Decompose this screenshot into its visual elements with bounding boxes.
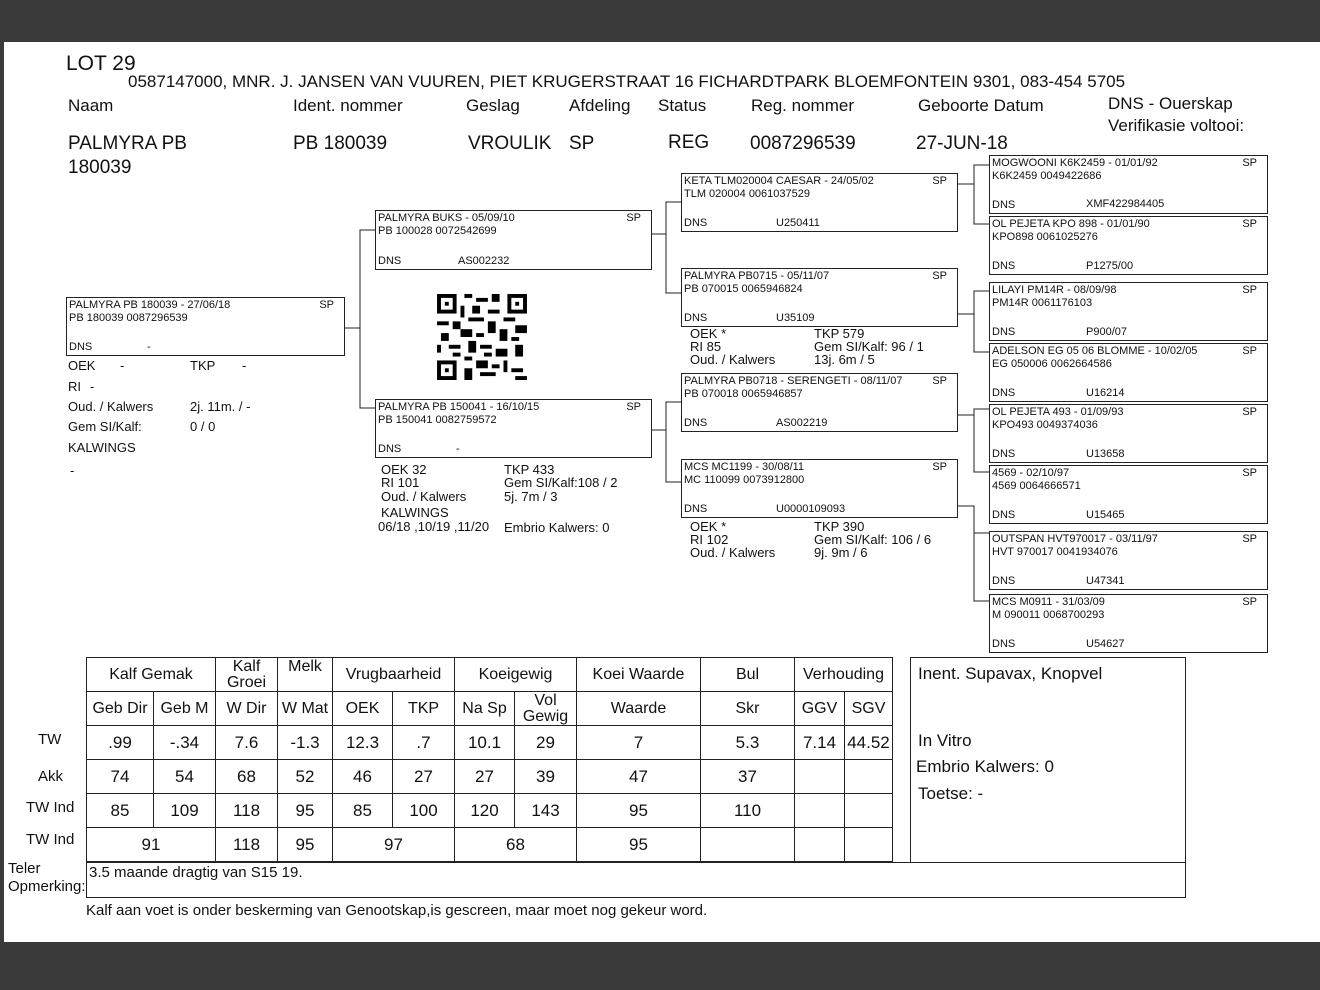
ggp-sp: SP xyxy=(1242,467,1257,479)
table-row-akk xyxy=(87,760,893,794)
gp-ident: PB 070018 0065946857 xyxy=(684,388,803,400)
value-geboorte: 27-JUN-18 xyxy=(916,133,1008,154)
sire-ident: PB 100028 0072542699 xyxy=(378,225,497,237)
ggp-title: MOGWOONI K6K2459 - 01/01/92 xyxy=(992,157,1158,169)
gp1-oek: OEK * xyxy=(690,326,727,341)
label-reg: Reg. nommer xyxy=(751,96,854,115)
label-status: Status xyxy=(658,96,707,115)
lot-number: LOT 29 xyxy=(66,52,136,75)
gp1-ri: RI 85 xyxy=(690,339,722,354)
ggp-title: 4569 - 02/10/97 xyxy=(992,467,1070,479)
ggp-ident: PM14R 0061176103 xyxy=(992,297,1093,309)
table-cell: 74 xyxy=(87,760,154,794)
gp1-tkp: TKP 579 xyxy=(814,326,865,341)
table-cell: 44.52 xyxy=(845,726,893,760)
gp-dns: DNS xyxy=(684,503,708,515)
dam-dns: DNS xyxy=(378,443,402,455)
gp-dns-value: AS002219 xyxy=(776,417,828,429)
table-cell: 110 xyxy=(701,794,795,828)
group-kalf-groei: Kalf Groei xyxy=(216,658,278,692)
table-cell: 29 xyxy=(515,726,577,760)
gp3-oek: OEK * xyxy=(690,519,727,534)
table-cell: 100 xyxy=(393,794,455,828)
sub-header-row xyxy=(87,692,893,726)
table-cell: .99 xyxy=(87,726,154,760)
ggp-title: OUTSPAN HVT970017 - 03/11/97 xyxy=(992,533,1158,545)
ggp-dns-value: U16214 xyxy=(1086,387,1125,399)
row-label-tw-ind: TW Ind xyxy=(26,799,75,816)
animal-ri-label: RI xyxy=(68,379,81,394)
ggp-sp: SP xyxy=(1242,345,1257,357)
table-cell: 10.1 xyxy=(455,726,515,760)
sub-header-cell: Skr xyxy=(701,692,795,726)
ggp-ident: M 090011 0068700293 xyxy=(992,609,1105,621)
owner-line: 0587147000, MNR. J. JANSEN VAN VUUREN, PIET KRUGERSTRAAT 16 FICHARDTPARK BLOEMFONTEIN 9301, 083-454 5705 xyxy=(128,72,1126,91)
gp-title: KETA TLM020004 CAESAR - 24/05/02 xyxy=(684,175,874,187)
sub-header-cell: SGV xyxy=(845,692,893,726)
gp3-ri: RI 102 xyxy=(690,532,729,547)
table-cell: 95 xyxy=(577,794,701,828)
sub-header-cell: Waarde xyxy=(577,692,701,726)
dam-embrio: Embrio Kalwers: 0 xyxy=(504,520,610,535)
ggp-title: OL PEJETA KPO 898 - 01/01/90 xyxy=(992,218,1150,230)
great-grandparent-box xyxy=(989,594,1268,653)
gp-sp: SP xyxy=(932,175,947,187)
ggp-dns-value: P900/07 xyxy=(1086,326,1127,338)
ggp-title: ADELSON EG 05 06 BLOMME - 10/02/05 xyxy=(992,345,1198,357)
table-cell: 7.6 xyxy=(216,726,278,760)
animal-gem-label: Gem SI/Kalf: xyxy=(68,419,142,434)
group-kalf-gemak: Kalf Gemak xyxy=(87,658,216,692)
label-dns-ouerskap: DNS - Ouerskap xyxy=(1108,94,1233,113)
ggp-dns-value: U47341 xyxy=(1086,575,1125,587)
ggp-dns: DNS xyxy=(992,260,1016,272)
ggp-ident: KPO898 0061025276 xyxy=(992,231,1098,243)
group-header-row xyxy=(87,658,893,692)
sub-header-cell: W Dir xyxy=(216,692,278,726)
ggp-dns: DNS xyxy=(992,387,1016,399)
gp-sp: SP xyxy=(932,461,947,473)
ggp-sp: SP xyxy=(1242,218,1257,230)
table-cell: 85 xyxy=(87,794,154,828)
animal-kalwings-label: KALWINGS xyxy=(68,440,136,455)
group-melk: Melk xyxy=(278,658,333,692)
label-afdeling: Afdeling xyxy=(569,96,631,115)
dam-oud: 5j. 7m / 3 xyxy=(504,489,558,504)
sub-header-cell: Geb M xyxy=(154,692,216,726)
table-row-tw-ind-combined xyxy=(87,828,893,862)
sub-header-cell: Geb Dir xyxy=(87,692,154,726)
animal-gem: 0 / 0 xyxy=(190,419,216,434)
table-cell xyxy=(795,828,845,862)
grandparent-box xyxy=(681,459,958,518)
dam-dns-value: - xyxy=(456,443,460,455)
ggp-sp: SP xyxy=(1242,533,1257,545)
group-vrugbaarheid: Vrugbaarheid xyxy=(333,658,455,692)
table-cell: 7 xyxy=(577,726,701,760)
ggp-sp: SP xyxy=(1242,596,1257,608)
group-koei-waarde: Koei Waarde xyxy=(577,658,701,692)
ggp-dns: DNS xyxy=(992,448,1016,460)
gp-ident: PB 070015 0065946824 xyxy=(684,283,803,295)
table-cell: -.34 xyxy=(154,726,216,760)
table-cell: 27 xyxy=(393,760,455,794)
table-cell: 118 xyxy=(216,828,278,862)
table-cell: .7 xyxy=(393,726,455,760)
table-cell: 143 xyxy=(515,794,577,828)
great-grandparent-box xyxy=(989,465,1268,524)
row-label-tw-ind-2: TW Ind xyxy=(26,831,75,848)
label-ident: Ident. nommer xyxy=(293,96,403,115)
sub-header-cell: OEK xyxy=(333,692,393,726)
great-grandparent-box xyxy=(989,404,1268,463)
gp-dns-value: U0000109093 xyxy=(776,503,846,515)
ggp-sp: SP xyxy=(1242,406,1257,418)
sire-title: PALMYRA BUKS - 05/09/10 xyxy=(378,212,515,224)
label-geslag: Geslag xyxy=(466,96,520,115)
dam-kalwings: 06/18 ,10/19 ,11/20 xyxy=(378,519,490,534)
animal-ri: - xyxy=(90,379,95,394)
great-grandparent-box xyxy=(989,282,1268,341)
sire-dns-value: AS002232 xyxy=(458,255,510,267)
great-grandparent-box xyxy=(989,343,1268,402)
gp-ident: MC 110099 0073912800 xyxy=(684,474,805,486)
row-label-tw: TW xyxy=(38,731,62,748)
table-cell: 95 xyxy=(278,828,333,862)
table-cell: 46 xyxy=(333,760,393,794)
ggp-sp: SP xyxy=(1242,157,1257,169)
table-cell: 68 xyxy=(455,828,577,862)
ggp-dns: DNS xyxy=(992,509,1016,521)
group-koeigewig: Koeigewig xyxy=(455,658,577,692)
table-row-tw-ind xyxy=(87,794,893,828)
in-vitro-text: In Vitro xyxy=(918,731,972,750)
row-label-akk: Akk xyxy=(38,768,64,785)
ggp-ident: HVT 970017 0041934076 xyxy=(992,546,1118,558)
embrio-kalwers-text: Embrio Kalwers: 0 xyxy=(916,757,1054,776)
animal-box xyxy=(66,297,345,356)
table-cell: 47 xyxy=(577,760,701,794)
table-cell: -1.3 xyxy=(278,726,333,760)
qr-code-icon xyxy=(436,294,528,380)
table-cell: 109 xyxy=(154,794,216,828)
table-cell: 85 xyxy=(333,794,393,828)
sire-sp: SP xyxy=(626,212,641,224)
gp-title: PALMYRA PB0715 - 05/11/07 xyxy=(684,270,830,282)
value-geslag: VROULIK xyxy=(468,133,552,154)
remark-box xyxy=(86,862,1186,898)
gp-title: MCS MC1199 - 30/08/11 xyxy=(684,461,805,473)
remark-label-teler: Teler xyxy=(8,860,41,877)
value-status: REG xyxy=(668,132,710,153)
grandparent-box xyxy=(681,373,958,432)
ggp-dns: DNS xyxy=(992,326,1016,338)
ggp-dns-value: U13658 xyxy=(1086,448,1125,460)
great-grandparent-box xyxy=(989,216,1268,275)
gp3-gem: Gem SI/Kalf: 106 / 6 xyxy=(814,532,932,547)
animal-tkp-label: TKP xyxy=(190,358,216,373)
table-cell: 118 xyxy=(216,794,278,828)
label-geboorte: Geboorte Datum xyxy=(918,96,1044,115)
dam-title: PALMYRA PB 150041 - 16/10/15 xyxy=(378,401,540,413)
sub-header-cell: Na Sp xyxy=(455,692,515,726)
gp-dns-value: U250411 xyxy=(776,217,820,229)
gp-dns: DNS xyxy=(684,312,708,324)
ggp-dns: DNS xyxy=(992,638,1016,650)
value-naam-1: PALMYRA PB xyxy=(68,133,187,154)
gp-sp: SP xyxy=(932,270,947,282)
table-cell: 27 xyxy=(455,760,515,794)
table-cell: 54 xyxy=(154,760,216,794)
table-cell: 7.14 xyxy=(795,726,845,760)
gp3-oud: 9j. 9m / 6 xyxy=(814,545,868,560)
table-cell: 5.3 xyxy=(701,726,795,760)
inent-text: Inent. Supavax, Knopvel xyxy=(918,664,1103,683)
label-dns-verifikasie: Verifikasie voltooi: xyxy=(1108,116,1245,135)
group-verhouding: Verhouding xyxy=(795,658,893,692)
table-cell xyxy=(701,828,795,862)
animal-box-sp: SP xyxy=(319,299,334,311)
ggp-ident: KPO493 0049374036 xyxy=(992,419,1098,431)
pedigree-sheet xyxy=(4,42,1320,942)
sire-dns: DNS xyxy=(378,255,402,267)
gp-sp: SP xyxy=(932,375,947,387)
table-cell: 37 xyxy=(701,760,795,794)
animal-tkp: - xyxy=(242,358,247,373)
gp-dns: DNS xyxy=(684,417,708,429)
great-grandparent-box xyxy=(989,155,1268,214)
animal-box-title: PALMYRA PB 180039 - 27/06/18 xyxy=(69,299,231,311)
table-cell: 95 xyxy=(577,828,701,862)
dam-sp: SP xyxy=(626,401,641,413)
group-bul: Bul xyxy=(701,658,795,692)
value-naam-2: 180039 xyxy=(68,157,132,178)
table-cell: 12.3 xyxy=(333,726,393,760)
great-grandparent-box xyxy=(989,531,1268,590)
remark-text: 3.5 maande dragtig van S15 19. xyxy=(89,864,303,881)
dam-oud-label: Oud. / Kalwers xyxy=(381,489,467,504)
value-afdeling: SP xyxy=(569,133,595,154)
gp1-oud-label: Oud. / Kalwers xyxy=(690,352,776,367)
toetse-text: Toetse: - xyxy=(918,784,984,803)
dam-ident: PB 150041 0082759572 xyxy=(378,414,497,426)
gp-dns: DNS xyxy=(684,217,708,229)
ggp-dns: DNS xyxy=(992,575,1016,587)
ggp-dns: DNS xyxy=(992,199,1016,211)
animal-oud-label: Oud. / Kalwers xyxy=(68,399,154,414)
table-cell: 95 xyxy=(278,794,333,828)
table-cell: 68 xyxy=(216,760,278,794)
gp1-oud: 13j. 6m / 5 xyxy=(814,352,875,367)
dam-gem: Gem SI/Kalf:108 / 2 xyxy=(504,475,618,490)
ggp-dns-value: U15465 xyxy=(1086,509,1125,521)
table-cell: 120 xyxy=(455,794,515,828)
value-reg: 0087296539 xyxy=(750,133,856,154)
table-cell: 97 xyxy=(333,828,455,862)
animal-box-dns: DNS xyxy=(69,341,93,353)
table-cell: 39 xyxy=(515,760,577,794)
animal-box-ident: PB 180039 0087296539 xyxy=(69,312,188,324)
remark-label-opmerking: Opmerking: xyxy=(8,878,86,895)
gp-ident: TLM 020004 0061037529 xyxy=(684,188,810,200)
sub-header-cell: W Mat xyxy=(278,692,333,726)
animal-oek-label: OEK xyxy=(68,358,96,373)
ggp-title: OL PEJETA 493 - 01/09/93 xyxy=(992,406,1124,418)
gp3-tkp: TKP 390 xyxy=(814,519,865,534)
footer-note: Kalf aan voet is onder beskerming van Genootskap,is gescreen, maar moet nog gekeur word. xyxy=(86,902,708,919)
table-cell xyxy=(845,794,893,828)
table-cell xyxy=(845,828,893,862)
sub-header-cell: GGV xyxy=(795,692,845,726)
sire-box xyxy=(375,210,652,270)
value-ident: PB 180039 xyxy=(293,133,388,154)
table-cell: 52 xyxy=(278,760,333,794)
dam-tkp: TKP 433 xyxy=(504,462,555,477)
sub-header-cell: TKP xyxy=(393,692,455,726)
ggp-sp: SP xyxy=(1242,284,1257,296)
ggp-dns-value: XMF422984405 xyxy=(1086,198,1165,210)
dam-oek: OEK 32 xyxy=(381,462,427,477)
dam-ri: RI 101 xyxy=(381,475,420,490)
label-naam: Naam xyxy=(68,96,114,115)
ggp-ident: EG 050006 0062664586 xyxy=(992,358,1112,370)
grandparent-box xyxy=(681,268,958,327)
animal-oek: - xyxy=(120,358,125,373)
dam-box xyxy=(375,399,652,458)
grandparent-box xyxy=(681,173,958,232)
animal-box-dns-value: - xyxy=(147,341,151,353)
ggp-title: MCS M0911 - 31/03/09 xyxy=(992,596,1105,608)
ggp-dns-value: P1275/00 xyxy=(1086,260,1134,272)
sub-header-cell: Vol Gewig xyxy=(515,692,577,726)
gp-title: PALMYRA PB0718 - SERENGETI - 08/11/07 xyxy=(684,375,903,387)
table-row-tw xyxy=(87,726,893,760)
animal-oud: 2j. 11m. / - xyxy=(190,399,251,414)
dam-kalwings-label: KALWINGS xyxy=(381,505,449,520)
table-cell: 91 xyxy=(87,828,216,862)
animal-kalwings: - xyxy=(70,463,75,478)
gp-dns-value: U35109 xyxy=(776,312,815,324)
ggp-ident: 4569 0064666571 xyxy=(992,480,1081,492)
ggp-dns-value: U54627 xyxy=(1086,638,1125,650)
gp3-oud-label: Oud. / Kalwers xyxy=(690,545,776,560)
ggp-ident: K6K2459 0049422686 xyxy=(992,170,1102,182)
table-cell xyxy=(795,760,845,794)
breeding-values-table xyxy=(86,657,893,862)
table-cell xyxy=(795,794,845,828)
table-cell xyxy=(845,760,893,794)
gp1-gem: Gem SI/Kalf: 96 / 1 xyxy=(814,339,924,354)
ggp-title: LILAYI PM14R - 08/09/98 xyxy=(992,284,1117,296)
